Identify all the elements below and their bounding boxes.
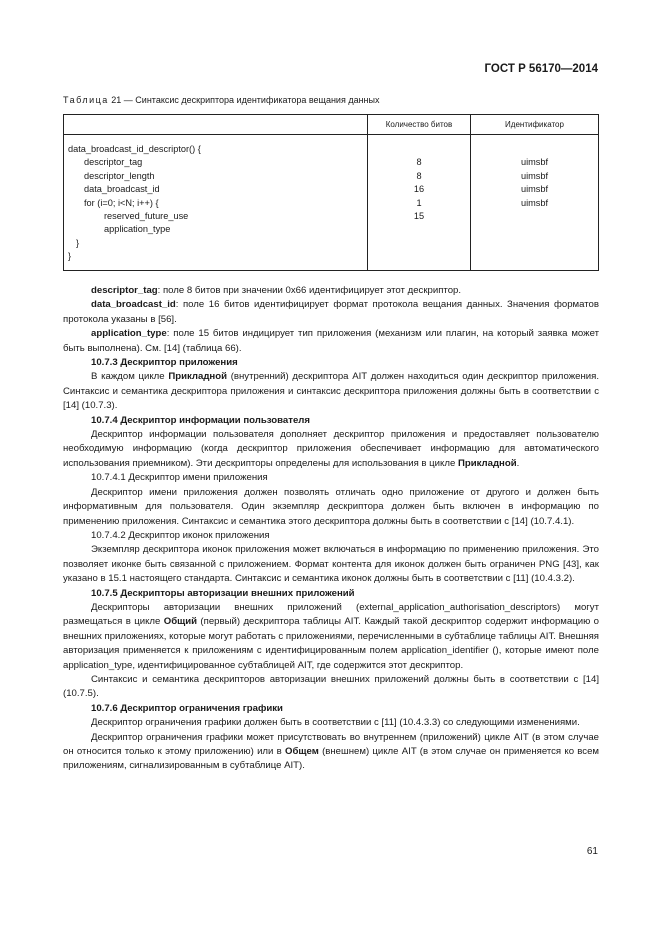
syntax-line: } <box>68 251 72 262</box>
syntax-line: application_type <box>104 224 171 235</box>
paragraph <box>63 731 599 774</box>
paragraph: Синтаксис и семантика дескрипторов авторизации внешних приложений должны быть в соответствии с [14] (10.7.5). <box>63 673 599 700</box>
bits-value: 15 <box>413 211 425 222</box>
bits-value <box>368 143 470 156</box>
paragraph <box>63 601 599 673</box>
paragraph <box>63 370 599 413</box>
paragraph: Дескриптор ограничения графики должен быть в соответствии с [11] (10.4.3.3) со следующими изменениями. <box>91 717 580 729</box>
heading-10-7-4-2: 10.7.4.2 Дескриптор иконок приложения <box>91 529 270 541</box>
heading-10-7-6: 10.7.6 Дескриптор ограничения графики <box>91 702 283 714</box>
paragraph-descriptor-tag <box>63 284 599 298</box>
column-header-bits: Количество битов <box>368 115 471 135</box>
identifier-cell <box>471 135 599 271</box>
page-number: 61 <box>586 846 598 857</box>
bits-value: 8 <box>416 170 422 181</box>
syntax-table <box>63 114 599 271</box>
identifier-value: uimsbf <box>520 184 549 195</box>
bits-value: 16 <box>413 184 425 195</box>
identifier-value <box>471 143 598 156</box>
column-header-syntax <box>64 115 368 135</box>
table-caption-title: 21 — Синтаксис дескриптора идентификатора вещания данных <box>108 95 380 105</box>
paragraph-text: : поле 16 битов идентифицирует формат протокола вещания данных. Значения форматов протокола указаны в [56]. <box>63 299 599 325</box>
syntax-line: data_broadcast_id_descriptor() { <box>68 144 201 154</box>
paragraph-text: : поле 8 битов при значении 0x66 идентифицирует этот дескриптор. <box>157 285 462 296</box>
paragraph-application-type <box>63 327 599 356</box>
syntax-line: reserved_future_use <box>104 211 189 222</box>
heading-10-7-3: 10.7.3 Дескриптор приложения <box>91 357 238 369</box>
paragraph: Дескриптор имени приложения должен позволять отличать одно приложение от другого и должен быть информативным для пользователя. Один экземпляр дескриптора должен быть включен в информацию по применению приложения. Синтаксис и семантика этого дескриптора должны быть в соответствии с [14] (10.7.4.1). <box>63 486 599 527</box>
table-caption <box>63 95 380 105</box>
paragraph-data-broadcast-id <box>63 298 599 327</box>
heading-10-7-5: 10.7.5 Дескрипторы авторизации внешних приложений <box>91 587 355 599</box>
body-text <box>63 284 599 774</box>
heading-10-7-4-1: 10.7.4.1 Дескриптор имени приложения <box>91 472 268 484</box>
syntax-line: descriptor_tag <box>84 157 143 168</box>
table-header-row <box>64 115 599 135</box>
syntax-line: data_broadcast_id <box>84 184 160 195</box>
paragraph-text: Дескрипторы авторизации внешних приложений (external_application_authorisation_descriptors) могут размещаться в цикле <box>63 601 599 628</box>
bits-value: 1 <box>416 197 422 208</box>
paragraph: Экземпляр дескриптора иконок приложения может включаться в информацию по применению приложения. Это позволяет иконке быть связанной с приложением. Формат контента для иконок должен быть ограничен PNG [43], как указано в 15.1 настоящего стандарта. Синтаксис и семантика иконок должны быть в соответствии с [11] (10.4.3.2). <box>63 544 599 585</box>
paragraph-text: (внешнем) цикле AIT (в этом случае он применяется ко всем приложениям, сигнализированным в субтаблице AIT). <box>63 746 600 772</box>
table-caption-label: Таблица <box>63 95 109 105</box>
syntax-line: for (i=0; i<N; i++) { <box>84 197 159 208</box>
emphasis: Общем <box>285 746 319 757</box>
term: application_type <box>91 328 167 340</box>
heading-10-7-4: 10.7.4 Дескриптор информации пользователя <box>91 414 310 426</box>
term: data_broadcast_id <box>91 299 176 311</box>
emphasis: Прикладной <box>168 371 227 383</box>
bits-value: 8 <box>416 157 422 168</box>
emphasis: Прикладной <box>457 457 517 469</box>
identifier-value: uimsbf <box>520 170 549 181</box>
identifier-value: uimsbf <box>520 157 549 168</box>
term: descriptor_tag <box>91 285 158 296</box>
syntax-line: } <box>76 237 80 248</box>
syntax-cell <box>64 135 368 271</box>
emphasis: Общий <box>163 616 198 628</box>
syntax-line: descriptor_length <box>84 170 155 181</box>
paragraph-text: Дескриптор информации пользователя дополняет дескриптор приложения и предоставляет пользователю необходимую информацию (когда дескриптор приложения обеспечивает информацию для автоматического использования приемником). Эти дескрипторы определены для использования в цикле <box>63 429 599 469</box>
paragraph-text: В каждом цикле <box>91 371 169 383</box>
column-header-identifier: Идентификатор <box>471 115 599 135</box>
identifier-value: uimsbf <box>520 197 549 208</box>
paragraph <box>63 428 599 471</box>
paragraph-text: Дескриптор ограничения графики может присутствовать во внутреннем (приложений) цикле AIT (в этом случае он относится только к этому приложению) или в <box>63 731 599 757</box>
bits-cell <box>368 135 471 271</box>
paragraph-text: (первый) дескриптора таблицы AIT. Каждый такой дескриптор содержит информацию о внешних приложениях, которые могут работать с приложениями, перечисленными в субтаблице таблицы AIT. Внешняя авторизация применяется к приложениям с идентифицированным полем application_identifier (), которые имеют поле application_type, идентифицированное субтаблицей AIT, где содержится этот дескриптор. <box>63 616 600 671</box>
paragraph-text: (внутренний) дескриптора AIT должен находиться один дескриптор приложения. Синтаксис и семантика дескриптора приложения и синтаксис дескриптора приложения должны быть в соответствии с [14] (10.7.3). <box>63 371 599 412</box>
paragraph-text: . <box>516 457 520 469</box>
document-id: ГОСТ Р 56170—2014 <box>484 63 598 75</box>
paragraph-text: : поле 15 битов индицирует тип приложения (механизм или плагин, на который заявка может быть выполнена). См. [14] (таблица 66). <box>63 328 599 354</box>
table-row <box>64 135 599 271</box>
